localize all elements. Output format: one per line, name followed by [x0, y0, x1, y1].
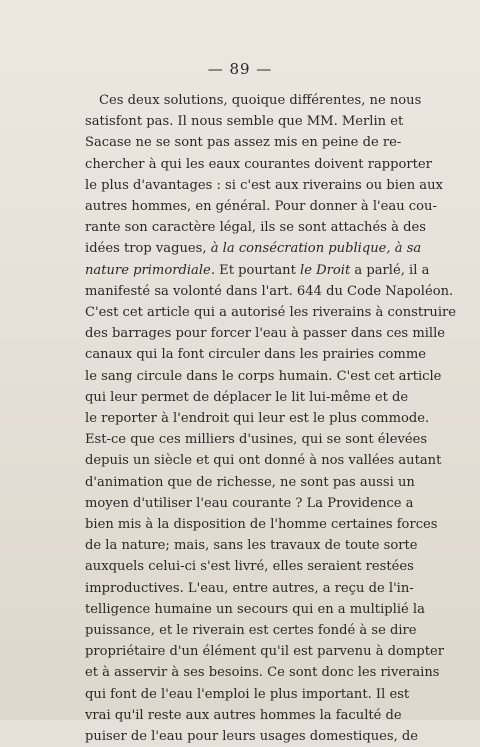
text-line	[85, 726, 419, 747]
italic-text-segment: le Droit	[300, 262, 351, 278]
text-segment: rante son caractère légal, ils se sont attachés à des	[85, 220, 426, 236]
text-line	[85, 217, 426, 238]
text-segment: qui font de l'eau l'emploi le plus important. Il est	[85, 686, 410, 702]
text-segment: vrai qu'il reste aux autres hommes la faculté de	[85, 707, 402, 723]
text-segment: canaux qui la font circuler dans les prairies comme	[85, 347, 427, 363]
text-segment: satisfont pas. Il nous semble que MM. Merlin et	[85, 114, 404, 130]
text-segment: puiser de l'eau pour leurs usages domestiques, de	[85, 729, 419, 745]
text-line	[85, 238, 422, 259]
text-line	[85, 514, 438, 535]
text-segment: Est-ce que ces milliers d'usines, qui se sont élevées	[85, 432, 428, 448]
text-segment: manifesté sa volonté dans l'art. 644 du Code Napoléon.	[85, 283, 454, 299]
text-line	[85, 599, 425, 620]
text-line	[85, 429, 428, 450]
text-segment: telligence humaine un secours qui en a multiplié la	[85, 601, 425, 617]
text-line	[85, 450, 442, 471]
text-segment: chercher à qui les eaux courantes doivent rapporter	[85, 156, 432, 172]
text-segment: de la nature; mais, sans les travaux de toute sorte	[85, 538, 418, 554]
text-segment: le sang circule dans le corps humain. C'est cet article	[85, 368, 442, 384]
text-segment: propriétaire d'un élément qu'il est parvenu à dompter	[85, 644, 445, 660]
text-line	[85, 281, 454, 302]
text-line	[85, 684, 410, 705]
text-segment: autres hommes, en général. Pour donner à l'eau cou-	[85, 199, 437, 215]
text-line	[85, 302, 457, 323]
text-segment: le plus d'avantages : si c'est aux riverains ou bien aux	[85, 177, 443, 193]
text-line	[85, 662, 440, 683]
body-text	[85, 90, 457, 747]
text-line	[85, 408, 430, 429]
text-segment: Sacase ne se sont pas assez mis en peine de re-	[85, 135, 402, 151]
text-segment: moyen d'utiliser l'eau courante ? La Providence a	[85, 495, 414, 511]
text-segment: C'est cet article qui a autorisé les riverains à construire	[85, 305, 457, 321]
text-segment: puissance, et le riverain est certes fondé à se dire	[85, 623, 417, 639]
text-segment: auxquels celui-ci s'est livré, elles seraient restées	[85, 559, 414, 575]
page-number: — 89 —	[207, 60, 273, 78]
text-segment: et à asservir à ses besoins. Ce sont donc les riverains	[85, 665, 440, 681]
text-line	[85, 620, 417, 641]
italic-text-segment: nature primordiale	[85, 262, 211, 278]
text-segment: Ces deux solutions, quoique différentes, ne nous	[99, 93, 422, 108]
text-line	[85, 641, 445, 662]
text-line	[85, 387, 409, 408]
text-segment: a parlé, il a	[350, 262, 430, 278]
text-line	[85, 344, 427, 365]
text-line	[85, 323, 446, 344]
text-segment: d'animation que de richesse, ne sont pas aussi un	[85, 474, 415, 490]
text-line	[85, 472, 415, 493]
text-segment: des barrages pour forcer l'eau à passer dans ces mille	[85, 326, 446, 342]
text-line	[85, 366, 442, 387]
italic-text-segment: à la consécration publique, à sa	[210, 241, 422, 257]
text-line	[85, 175, 443, 196]
text-line	[85, 705, 402, 726]
text-segment: le reporter à l'endroit qui leur est le plus commode.	[85, 411, 430, 427]
text-line	[85, 578, 414, 599]
text-line	[85, 535, 418, 556]
text-segment: improductives. L'eau, entre autres, a reçu de l'in-	[85, 580, 414, 596]
text-line	[85, 111, 404, 132]
text-segment: depuis un siècle et qui ont donné à nos vallées autant	[85, 453, 442, 469]
text-line	[85, 493, 414, 514]
text-segment: qui leur permet de déplacer le lit lui-même et de	[85, 389, 409, 405]
text-line	[85, 132, 402, 153]
text-line	[85, 260, 430, 281]
text-line	[85, 556, 414, 577]
text-line	[85, 154, 432, 175]
text-segment: . Et pourtant	[210, 262, 301, 278]
text-line	[85, 90, 422, 111]
text-line	[85, 196, 437, 217]
text-segment: bien mis à la disposition de l'homme certaines forces	[85, 517, 438, 533]
text-segment: idées trop vagues,	[85, 241, 211, 257]
